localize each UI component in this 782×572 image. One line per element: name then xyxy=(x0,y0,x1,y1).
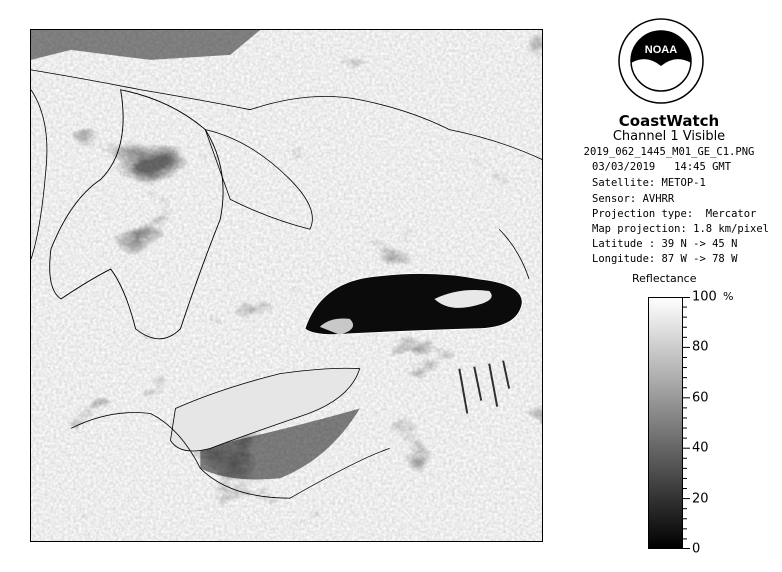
meta-map-projection: Map projection: 1.8 km/pixel xyxy=(592,223,770,235)
tick-label: 60 xyxy=(692,390,709,406)
meta-latitude: Latitude : 39 N -> 45 N xyxy=(592,238,738,250)
meta-projection-type: Projection type: Mercator xyxy=(592,208,757,220)
tick-label: 80 xyxy=(692,339,709,355)
channel-label: Channel 1 Visible xyxy=(612,129,726,144)
legend-unit: % xyxy=(723,290,734,303)
satellite-image xyxy=(30,29,543,542)
tick-label: 40 xyxy=(692,440,709,456)
app-title: CoastWatch xyxy=(618,112,720,130)
meta-satellite: Satellite: METOP-1 xyxy=(592,177,706,189)
filename-label: 2019_062_1445_M01_GE_C1.PNG xyxy=(583,146,755,158)
tick-label: 100 xyxy=(692,289,717,305)
legend-title: Reflectance xyxy=(632,272,697,285)
meta-sensor: Sensor: AVHRR xyxy=(592,193,675,205)
tick-label: 0 xyxy=(692,541,701,557)
tick-label: 20 xyxy=(692,491,709,507)
reflectance-colorbar xyxy=(648,297,683,549)
meta-longitude: Longitude: 87 W -> 78 W xyxy=(592,253,738,265)
meta-datetime: 03/03/2019 14:45 GMT xyxy=(592,161,732,173)
logo-text: NOAA xyxy=(644,44,678,56)
noaa-seagull-logo xyxy=(616,16,706,106)
colorbar-ticks xyxy=(683,297,733,549)
